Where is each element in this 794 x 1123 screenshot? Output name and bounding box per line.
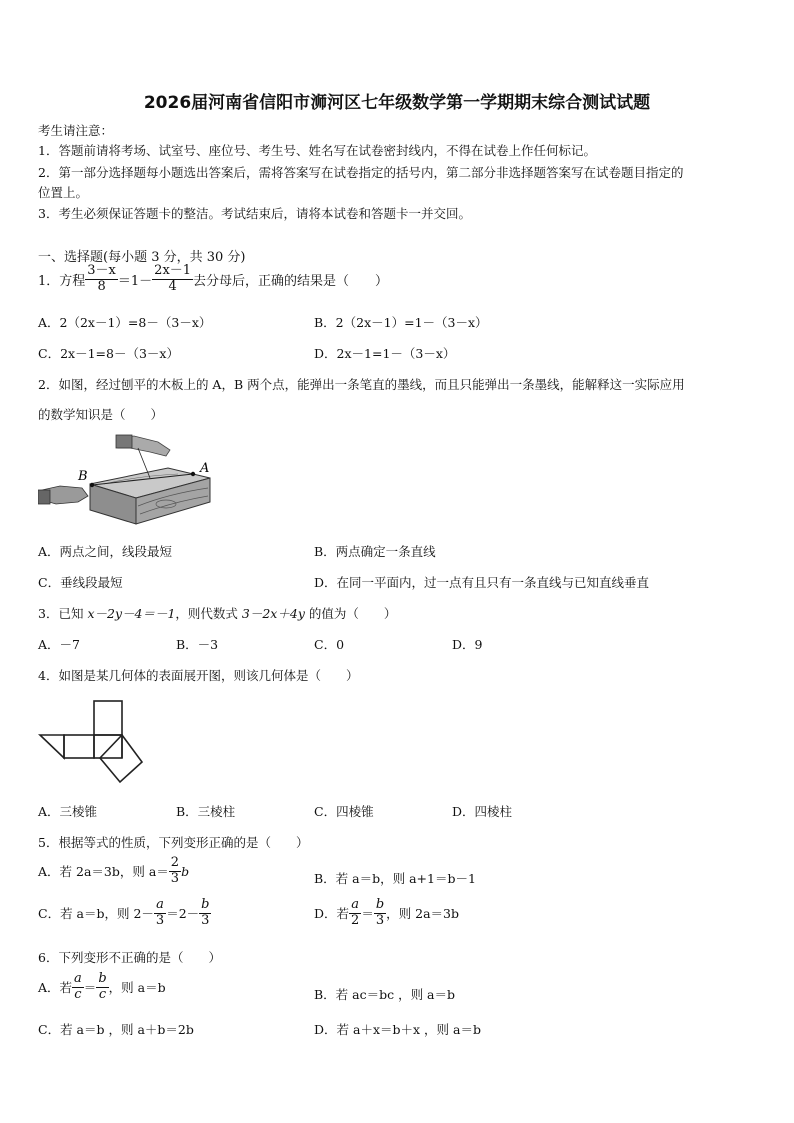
q1-f1-denominator: 8 bbox=[97, 278, 106, 294]
notice-item-2-cont: 位置上。 bbox=[38, 185, 89, 200]
q5-d-text: D．若 bbox=[314, 906, 350, 922]
q1-mid: ＝1－ bbox=[117, 273, 153, 289]
q6-stem: 6．下列变形不正确的是（ ） bbox=[38, 950, 221, 965]
q1-option-b: B．2（2x－1）=1－（3－x） bbox=[314, 315, 488, 330]
q1-option-c: C．2x－1=8－（3－x） bbox=[38, 346, 179, 361]
wood-board-figure bbox=[38, 432, 218, 528]
notice-item-2: 2．第一部分选择题每小题选出答案后，需将答案写在试卷指定的括号内，第二部分非选择题答案写在试卷题目指定的 bbox=[38, 165, 684, 180]
q5-option-a bbox=[38, 856, 189, 887]
q3-equation: x－2y－4＝－1 bbox=[87, 606, 176, 621]
q5-d-numerator-2: b bbox=[375, 897, 385, 912]
q5-option-b: B．若 a＝b，则 a+1＝b－1 bbox=[314, 871, 476, 886]
section-heading: 一、选择题(每小题 3 分，共 30 分) bbox=[38, 250, 246, 265]
q2-option-a: A．两点之间，线段最短 bbox=[38, 544, 173, 559]
q6-option-a bbox=[38, 972, 166, 1003]
q1-f1-numerator: 3－x bbox=[87, 263, 116, 278]
q6-a-fraction-2 bbox=[96, 972, 108, 1003]
q4-stem: 4．如图是某几何体的表面展开图，则该几何体是（ ） bbox=[38, 668, 359, 683]
q5-d-denominator-2: 3 bbox=[375, 912, 385, 928]
q5-c-numerator-1: a bbox=[154, 898, 166, 914]
q5-c-fraction-1 bbox=[154, 898, 166, 929]
q5-c-fraction-2 bbox=[199, 898, 211, 929]
q2-option-c: C．垂线段最短 bbox=[38, 575, 123, 590]
q5-a-numerator: 2 bbox=[170, 855, 180, 870]
q6-option-d: D．若 a＋x＝b＋x ，则 a＝b bbox=[314, 1022, 481, 1037]
q5-d-mid: ＝ bbox=[361, 906, 374, 922]
q1-f2-denominator: 4 bbox=[168, 278, 177, 294]
point-a-label: A bbox=[200, 461, 210, 476]
q6-a-conclusion: ，则 a＝b bbox=[108, 980, 166, 996]
q5-d-fraction-2 bbox=[374, 898, 386, 929]
q3-option-b: B．－3 bbox=[176, 637, 219, 652]
q5-c-mid: ＝2－ bbox=[166, 906, 200, 922]
q2-stem-line-2: 的数学知识是（ ） bbox=[38, 407, 164, 422]
q1-option-a: A．2（2x－1）=8－（3－x） bbox=[38, 315, 212, 330]
q6-a-denominator-2: c bbox=[98, 986, 107, 1002]
q6-a-fraction-1 bbox=[72, 972, 84, 1003]
q6-a-numerator-2: b bbox=[98, 971, 107, 986]
q6-a-text: A．若 bbox=[38, 980, 73, 996]
q5-c-numerator-2: b bbox=[201, 897, 210, 912]
q1-suffix: 去分母后，正确的结果是（ ） bbox=[193, 273, 389, 289]
q5-stem: 5．根据等式的性质，下列变形正确的是（ ） bbox=[38, 835, 309, 850]
q1-fraction-2 bbox=[152, 264, 193, 295]
q5-d-conclusion: ，则 2a＝3b bbox=[386, 906, 459, 922]
q3-option-a: A．－7 bbox=[38, 637, 80, 652]
q4-option-b: B．三棱柱 bbox=[176, 804, 236, 819]
notice-item-1: 1．答题前请将考场、试室号、座位号、考生号、姓名写在试卷密封线内，不得在试卷上作任何标记。 bbox=[38, 143, 596, 158]
q6-a-denominator-1: c bbox=[74, 986, 82, 1002]
q5-a-text: A．若 2a＝3b，则 a＝ bbox=[38, 864, 169, 880]
q4-option-a: A．三棱锥 bbox=[38, 804, 98, 819]
q4-option-d: D．四棱柱 bbox=[452, 804, 513, 819]
q5-c-denominator-1: 3 bbox=[155, 912, 165, 928]
q1-f2-numerator: 2x－1 bbox=[154, 263, 192, 278]
question-1-stem bbox=[38, 264, 388, 295]
q3-prefix: 3．已知 bbox=[38, 606, 88, 621]
q3-option-d: D．9 bbox=[452, 637, 483, 652]
q5-c-denominator-2: 3 bbox=[201, 912, 210, 928]
q5-a-variable: b bbox=[181, 863, 190, 879]
q5-d-fraction-1 bbox=[349, 898, 361, 929]
q5-option-c bbox=[38, 898, 211, 929]
q5-a-fraction bbox=[169, 856, 181, 887]
q6-a-numerator-1: a bbox=[74, 971, 82, 986]
q3-option-c: C．0 bbox=[314, 637, 345, 652]
q6-option-c: C．若 a＝b ，则 a＋b＝2b bbox=[38, 1022, 194, 1037]
q3-suffix: 的值为（ ） bbox=[304, 606, 397, 621]
q2-option-d: D．在同一平面内，过一点有且只有一条直线与已知直线垂直 bbox=[314, 575, 650, 590]
q5-c-text: C．若 a＝b，则 2－ bbox=[38, 906, 154, 922]
point-b-label: B bbox=[78, 469, 88, 484]
q5-d-numerator-1: a bbox=[349, 898, 361, 914]
net-figure bbox=[38, 698, 148, 790]
q1-fraction-1 bbox=[85, 264, 118, 295]
q1-prefix: 1．方程 bbox=[38, 273, 86, 289]
q4-option-c: C．四棱锥 bbox=[314, 804, 374, 819]
q6-a-mid: ＝ bbox=[83, 980, 97, 996]
notice-heading: 考生请注意： bbox=[38, 123, 114, 138]
q3-stem bbox=[38, 604, 396, 622]
q5-a-denominator: 3 bbox=[170, 870, 180, 886]
q5-d-denominator-1: 2 bbox=[351, 912, 360, 928]
q2-option-b: B．两点确定一条直线 bbox=[314, 544, 436, 559]
q1-option-d: D．2x－1=1－（3－x） bbox=[314, 346, 456, 361]
q3-mid: ，则代数式 bbox=[175, 606, 242, 621]
q6-option-b: B．若 ac＝bc ，则 a＝b bbox=[314, 987, 456, 1002]
q5-option-d bbox=[314, 898, 459, 929]
page-title: 2026届河南省信阳市浉河区七年级数学第一学期期末综合测试试题 bbox=[143, 93, 651, 113]
q3-expression: 3－2x＋4y bbox=[241, 606, 305, 621]
q2-stem-line-1: 2．如图，经过刨平的木板上的 A，B 两个点，能弹出一条笔直的墨线，而且只能弹出一条墨线，能解释这一实际应用 bbox=[38, 377, 685, 392]
notice-item-3: 3．考生必须保证答题卡的整洁。考试结束后，请将本试卷和答题卡一并交回。 bbox=[38, 206, 471, 221]
